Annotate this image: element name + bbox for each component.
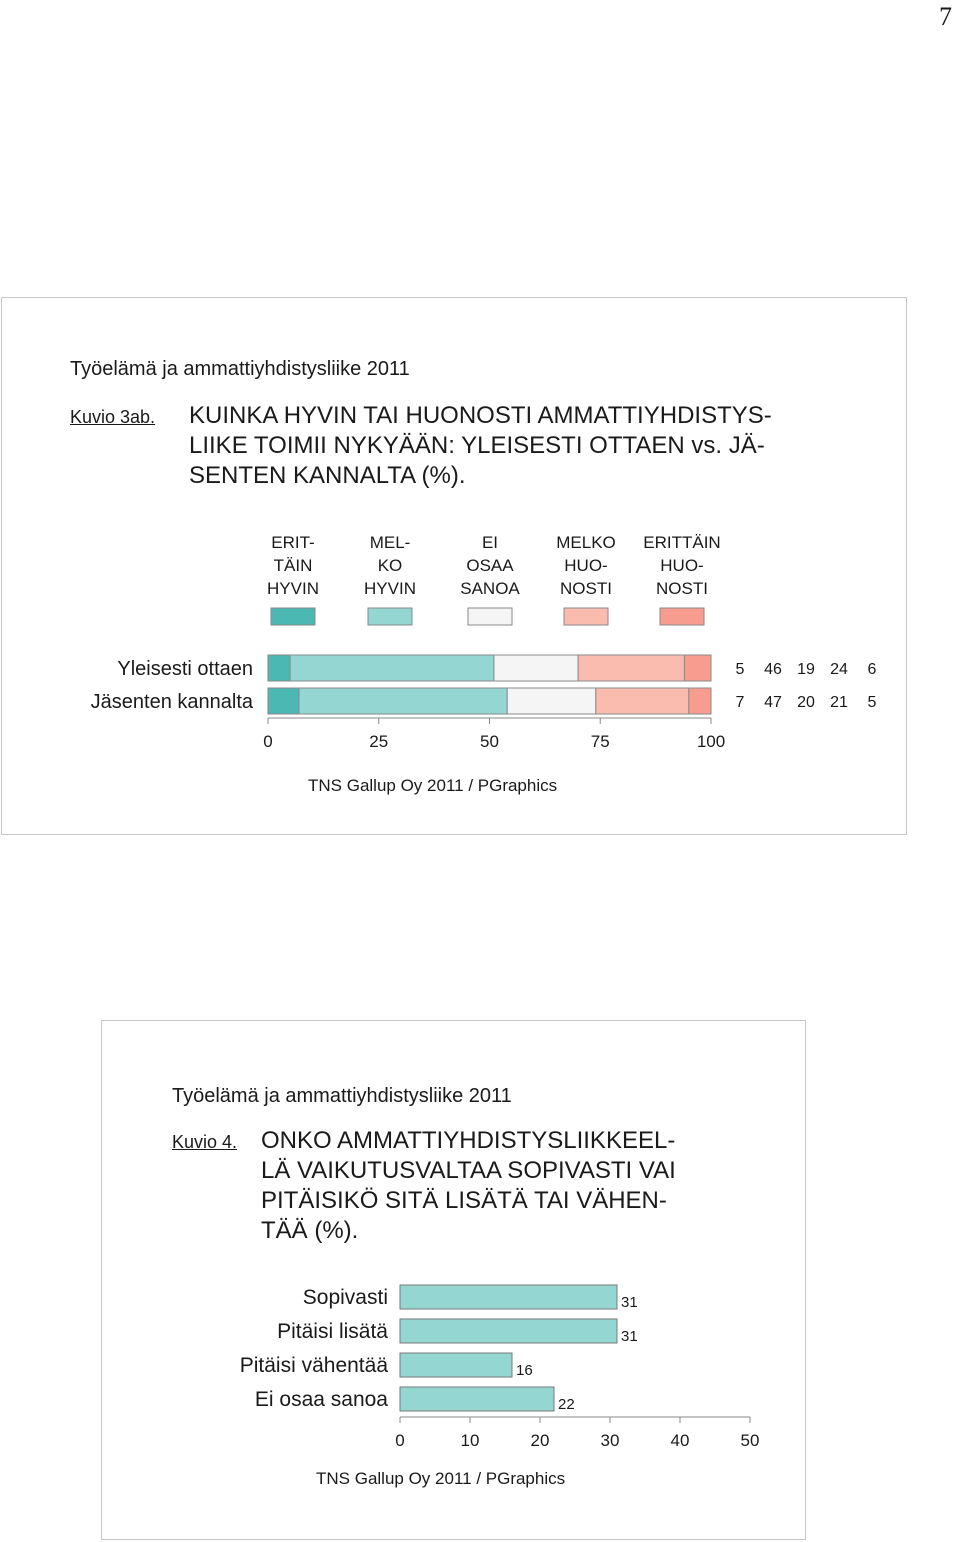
legend-swatch xyxy=(368,608,412,625)
legend-label: HUO- xyxy=(660,556,704,575)
category-label: Ei osaa sanoa xyxy=(254,1388,388,1411)
bar xyxy=(400,1285,617,1309)
legend-label: EI xyxy=(481,533,499,552)
data-label: 24 xyxy=(830,661,848,678)
bar-segment xyxy=(494,655,578,681)
legend-label: MEL- xyxy=(369,533,411,552)
bar-segment xyxy=(578,655,684,681)
legend-label: NOSTI xyxy=(560,579,612,598)
data-label: 5 xyxy=(867,694,877,711)
data-label: 20 xyxy=(797,694,815,711)
data-label: 31 xyxy=(621,1294,638,1311)
bar-segment xyxy=(689,688,711,714)
data-label: 16 xyxy=(516,1362,533,1379)
category-label: Yleisesti ottaen xyxy=(117,658,253,680)
bar xyxy=(400,1353,512,1377)
legend-label: SANOA xyxy=(460,579,520,598)
category-label: Jäsenten kannalta xyxy=(90,691,253,713)
x-tick-label: 25 xyxy=(369,732,389,751)
figure-4-credit: TNS Gallup Oy 2011 / PGraphics xyxy=(316,1469,566,1488)
legend-swatch xyxy=(468,608,512,625)
figure-4-suptitle: Työelämä ja ammattiyhdistysliike 2011 xyxy=(172,1085,512,1107)
legend-swatch xyxy=(660,608,704,625)
figure-3ab-heading-line: KUINKA HYVIN TAI HUONOSTI AMMATTIYHDISTYS- xyxy=(189,402,772,429)
figure-4-heading-line: ONKO AMMATTIYHDISTYSLIIKKEEL- xyxy=(261,1127,676,1154)
bar-segment xyxy=(290,655,494,681)
data-label: 5 xyxy=(735,661,745,678)
legend-label: ERITTÄIN xyxy=(643,533,721,552)
legend-label: ERIT- xyxy=(271,533,315,552)
data-label: 21 xyxy=(830,694,848,711)
legend-label: HYVIN xyxy=(364,579,416,598)
x-tick-label: 50 xyxy=(480,732,499,751)
figure-3ab-heading-line: LIIKE TOIMII NYKYÄÄN: YLEISESTI OTTAEN vs. JÄ- xyxy=(189,432,765,459)
figure-3ab-panel xyxy=(1,297,907,835)
legend-swatch xyxy=(564,608,608,625)
figure-4-heading-line: PITÄISIKÖ SITÄ LISÄTÄ TAI VÄHEN- xyxy=(261,1187,667,1214)
x-tick-label: 30 xyxy=(600,1431,620,1450)
bar-segment xyxy=(299,688,507,714)
stacked-bar-chart xyxy=(2,298,908,836)
page-number: 7 xyxy=(939,2,952,31)
x-tick-label: 0 xyxy=(395,1431,405,1450)
legend-label: MELKO xyxy=(556,533,616,552)
bar-segment xyxy=(596,688,689,714)
x-tick-label: 100 xyxy=(696,732,726,751)
legend-label: OSAA xyxy=(466,556,514,575)
bar xyxy=(400,1319,617,1343)
category-label: Sopivasti xyxy=(302,1286,388,1309)
figure-3ab-credit: TNS Gallup Oy 2011 / PGraphics xyxy=(308,776,558,795)
figure-3ab-suptitle: Työelämä ja ammattiyhdistysliike 2011 xyxy=(70,358,410,380)
data-label: 47 xyxy=(764,694,782,711)
bar-segment xyxy=(507,688,596,714)
legend-label: TÄIN xyxy=(273,556,313,575)
bar-segment xyxy=(684,655,711,681)
bar xyxy=(400,1387,554,1411)
figure-4-panel xyxy=(101,1020,806,1540)
figure-3ab-number: Kuvio 3ab. xyxy=(70,407,156,427)
x-tick-label: 50 xyxy=(740,1431,760,1450)
data-label: 6 xyxy=(867,661,877,678)
x-tick-label: 10 xyxy=(460,1431,480,1450)
bar-segment xyxy=(268,688,299,714)
x-tick-label: 20 xyxy=(530,1431,550,1450)
figure-4-number: Kuvio 4. xyxy=(172,1132,238,1152)
figure-4-heading-line: TÄÄ (%). xyxy=(261,1217,359,1244)
category-label: Pitäisi lisätä xyxy=(277,1320,388,1343)
legend-swatch xyxy=(271,608,315,625)
legend-label: HYVIN xyxy=(267,579,319,598)
data-label: 46 xyxy=(764,661,782,678)
data-label: 19 xyxy=(797,661,815,678)
x-tick-label: 40 xyxy=(670,1431,690,1450)
bar-segment xyxy=(268,655,290,681)
category-label: Pitäisi vähentää xyxy=(239,1354,388,1377)
x-tick-label: 0 xyxy=(263,732,273,751)
bar-chart xyxy=(102,1021,807,1541)
figure-3ab-heading-line: SENTEN KANNALTA (%). xyxy=(189,462,466,489)
figure-4-heading-line: LÄ VAIKUTUSVALTAA SOPIVASTI VAI xyxy=(261,1157,676,1184)
legend-label: HUO- xyxy=(564,556,608,575)
legend-label: NOSTI xyxy=(656,579,708,598)
x-tick-label: 75 xyxy=(590,732,610,751)
data-label: 7 xyxy=(735,694,745,711)
data-label: 22 xyxy=(558,1396,575,1413)
data-label: 31 xyxy=(621,1328,638,1345)
legend-label: KO xyxy=(377,556,403,575)
